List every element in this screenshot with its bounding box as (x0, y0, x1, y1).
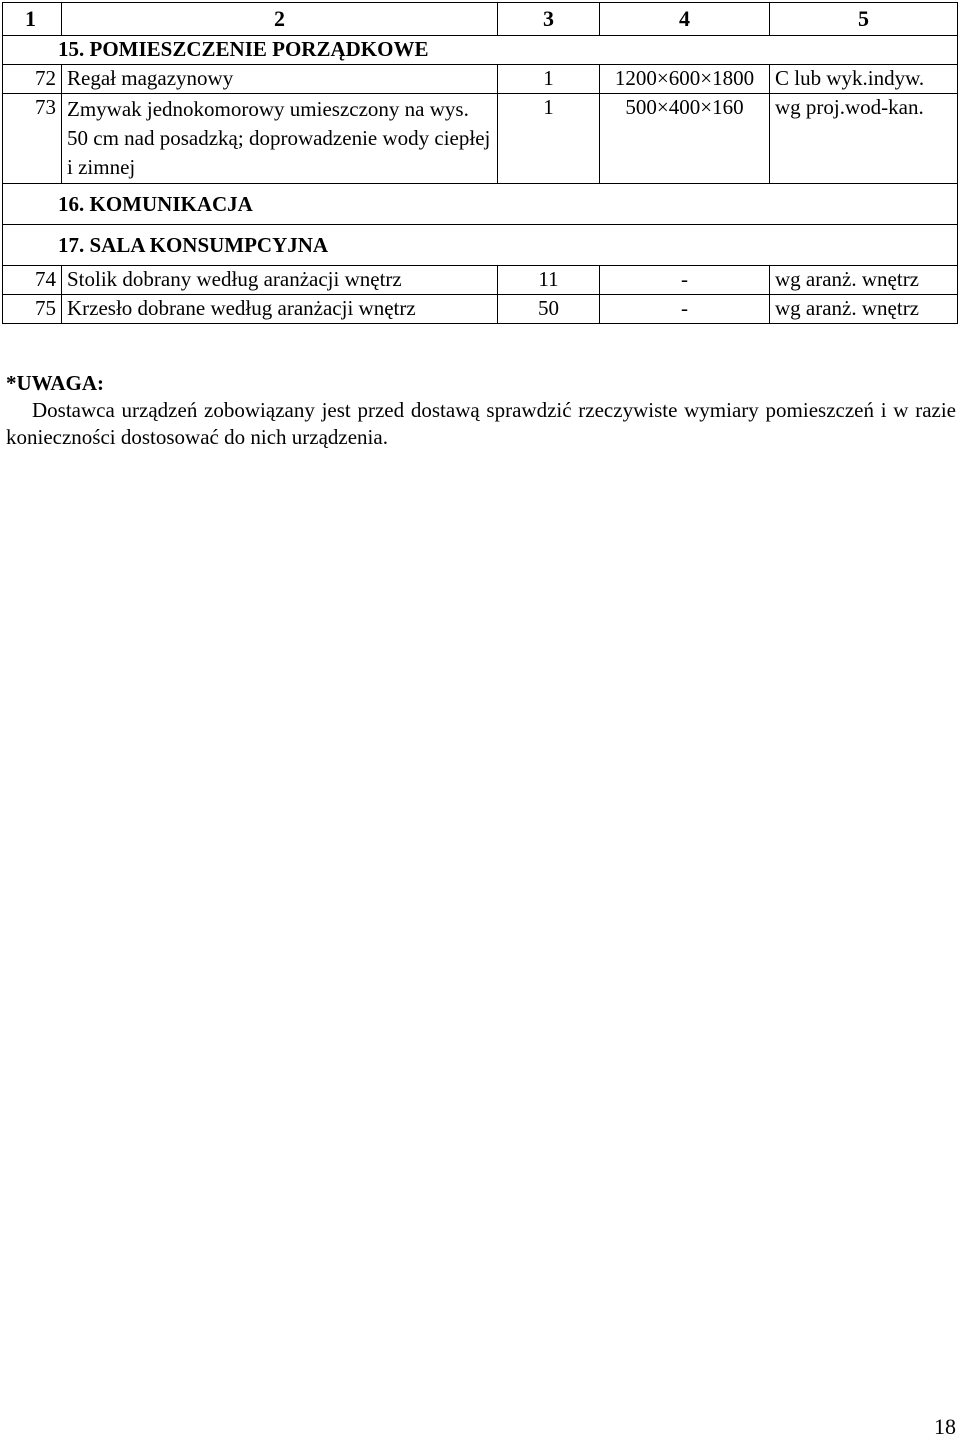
row-number-74: 74 (3, 266, 62, 295)
row-notes-72: C lub wyk.indyw. (770, 65, 958, 94)
note-title: *UWAGA: (6, 371, 104, 395)
note-block (6, 370, 956, 451)
row-dims-75: - (600, 295, 770, 324)
row-qty-75: 50 (498, 295, 600, 324)
row-number-72: 72 (3, 65, 62, 94)
section-title-16: 16. KOMUNIKACJA (3, 184, 958, 225)
table-header-row (3, 3, 958, 36)
table-row (3, 266, 958, 295)
header-col-3: 3 (498, 3, 600, 36)
row-dims-73: 500×400×160 (600, 94, 770, 184)
table-row (3, 94, 958, 184)
section-row-16 (3, 184, 958, 225)
equipment-table (2, 2, 958, 324)
section-title-17: 17. SALA KONSUMPCYJNA (3, 225, 958, 266)
table-row (3, 65, 958, 94)
row-qty-72: 1 (498, 65, 600, 94)
table-row (3, 295, 958, 324)
row-dims-72: 1200×600×1800 (600, 65, 770, 94)
row-number-73: 73 (3, 94, 62, 184)
row-dims-74: - (600, 266, 770, 295)
row-notes-75: wg aranż. wnętrz (770, 295, 958, 324)
header-col-5: 5 (770, 3, 958, 36)
section-title-15: 15. POMIESZCZENIE PORZĄDKOWE (3, 36, 958, 65)
note-body: Dostawca urządzeń zobowiązany jest przed dostawą sprawdzić rzeczywiste wymiary pomieszczeń i w razie konieczności dostosować do nich urządzenia. (6, 398, 956, 449)
row-qty-73: 1 (498, 94, 600, 184)
row-notes-74: wg aranż. wnętrz (770, 266, 958, 295)
page-number: 18 (934, 1414, 956, 1439)
header-col-2: 2 (62, 3, 498, 36)
row-notes-73: wg proj.wod-kan. (770, 94, 958, 184)
row-name-75: Krzesło dobrane według aranżacji wnętrz (62, 295, 498, 324)
header-col-1: 1 (3, 3, 62, 36)
row-name-72: Regał magazynowy (62, 65, 498, 94)
row-name-73: Zmywak jednokomorowy umieszczony na wys. 50 cm nad posadzką; doprowadzenie wody ciepłej i zimnej (62, 94, 498, 184)
row-qty-74: 11 (498, 266, 600, 295)
row-name-74: Stolik dobrany według aranżacji wnętrz (62, 266, 498, 295)
header-col-4: 4 (600, 3, 770, 36)
row-number-75: 75 (3, 295, 62, 324)
section-row-15 (3, 36, 958, 65)
section-row-17 (3, 225, 958, 266)
